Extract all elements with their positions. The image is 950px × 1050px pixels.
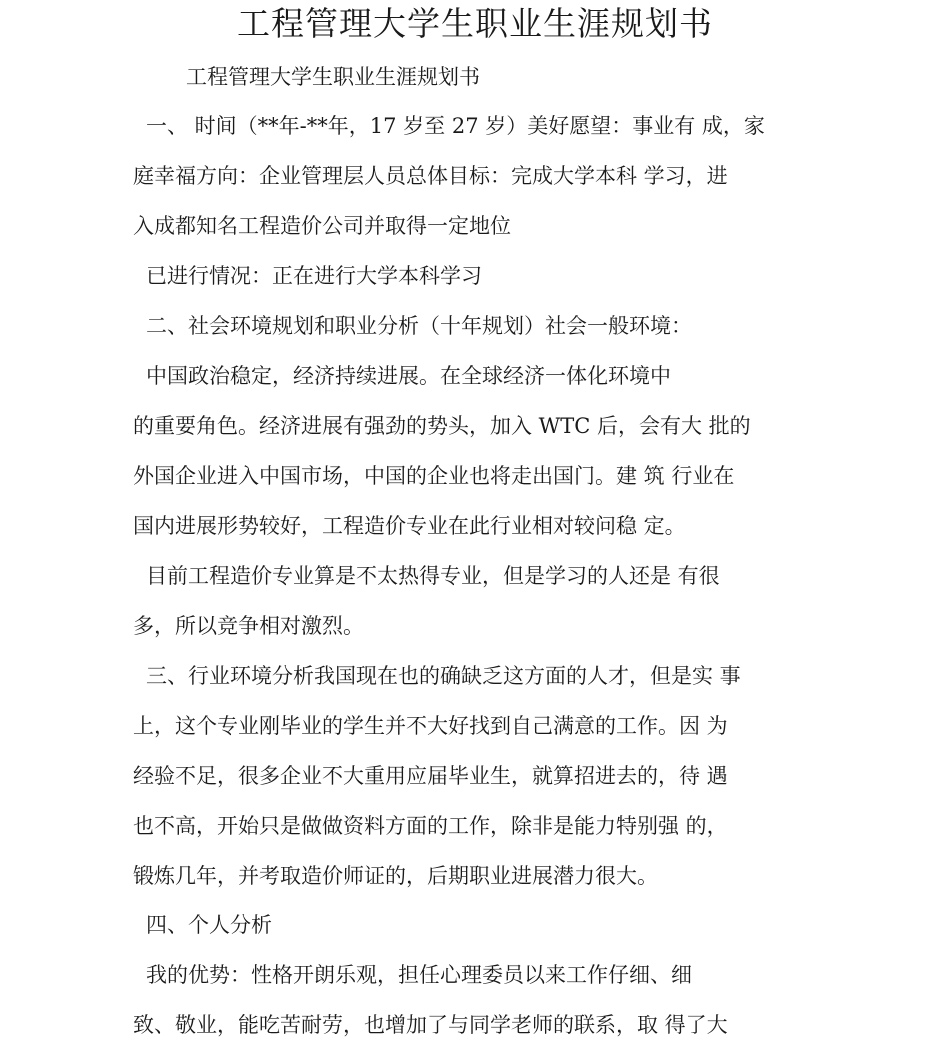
paragraph-line: 国内进展形势较好，工程造价专业在此行业相对较问稳 定。: [133, 514, 686, 538]
document-title: 工程管理大学生职业生涯规划书: [237, 4, 713, 43]
section-heading-line: 四、个人分析: [146, 913, 272, 937]
paragraph-line: 庭幸福方向：企业管理层人员总体目标：完成大学本科 学习，进: [133, 164, 728, 188]
paragraph-line: 也不高，开始只是做做资料方面的工作，除非是能力特别强 的，: [133, 814, 728, 838]
paragraph-line: 目前工程造价专业算是不太热得专业，但是学习的人还是 有很: [146, 564, 720, 588]
paragraph-line: 外国企业进入中国市场，中国的企业也将走出国门。建 筑 行业在: [133, 464, 735, 488]
paragraph-line: 一、 时间（**年-**年，17 岁至 27 岁）美好愿望：事业有 成，家: [146, 114, 765, 138]
paragraph-line: 经验不足，很多企业不大重用应届毕业生，就算招进去的，待 遇: [133, 764, 728, 788]
paragraph-line: 上，这个专业刚毕业的学生并不大好找到自己满意的工作。因 为: [133, 714, 728, 738]
paragraph-line: 锻炼几年，并考取造价师证的，后期职业进展潜力很大。: [133, 864, 658, 888]
paragraph-line: 中国政治稳定，经济持续进展。在全球经济一体化环境中: [146, 364, 671, 388]
paragraph-line: 的重要角色。经济进展有强劲的势头，加入 WTC 后，会有大 批的: [133, 414, 751, 438]
subtitle-line: 工程管理大学生职业生涯规划书: [186, 65, 480, 89]
paragraph-line: 多，所以竞争相对激烈。: [133, 614, 364, 638]
paragraph-line: 致、敬业，能吃苦耐劳，也增加了与同学老师的联系，取 得了大: [133, 1013, 728, 1037]
section-heading-line: 三、行业环境分析我国现在也的确缺乏这方面的人才，但是实 事: [146, 664, 741, 688]
section-heading-line: 二、社会环境规划和职业分析（十年规划）社会一般环境：: [146, 314, 692, 338]
paragraph-line: 入成都知名工程造价公司并取得一定地位: [133, 214, 511, 238]
paragraph-line: 已进行情况：正在进行大学本科学习: [146, 264, 482, 288]
paragraph-line: 我的优势：性格开朗乐观，担任心理委员以来工作仔细、细: [146, 963, 692, 987]
